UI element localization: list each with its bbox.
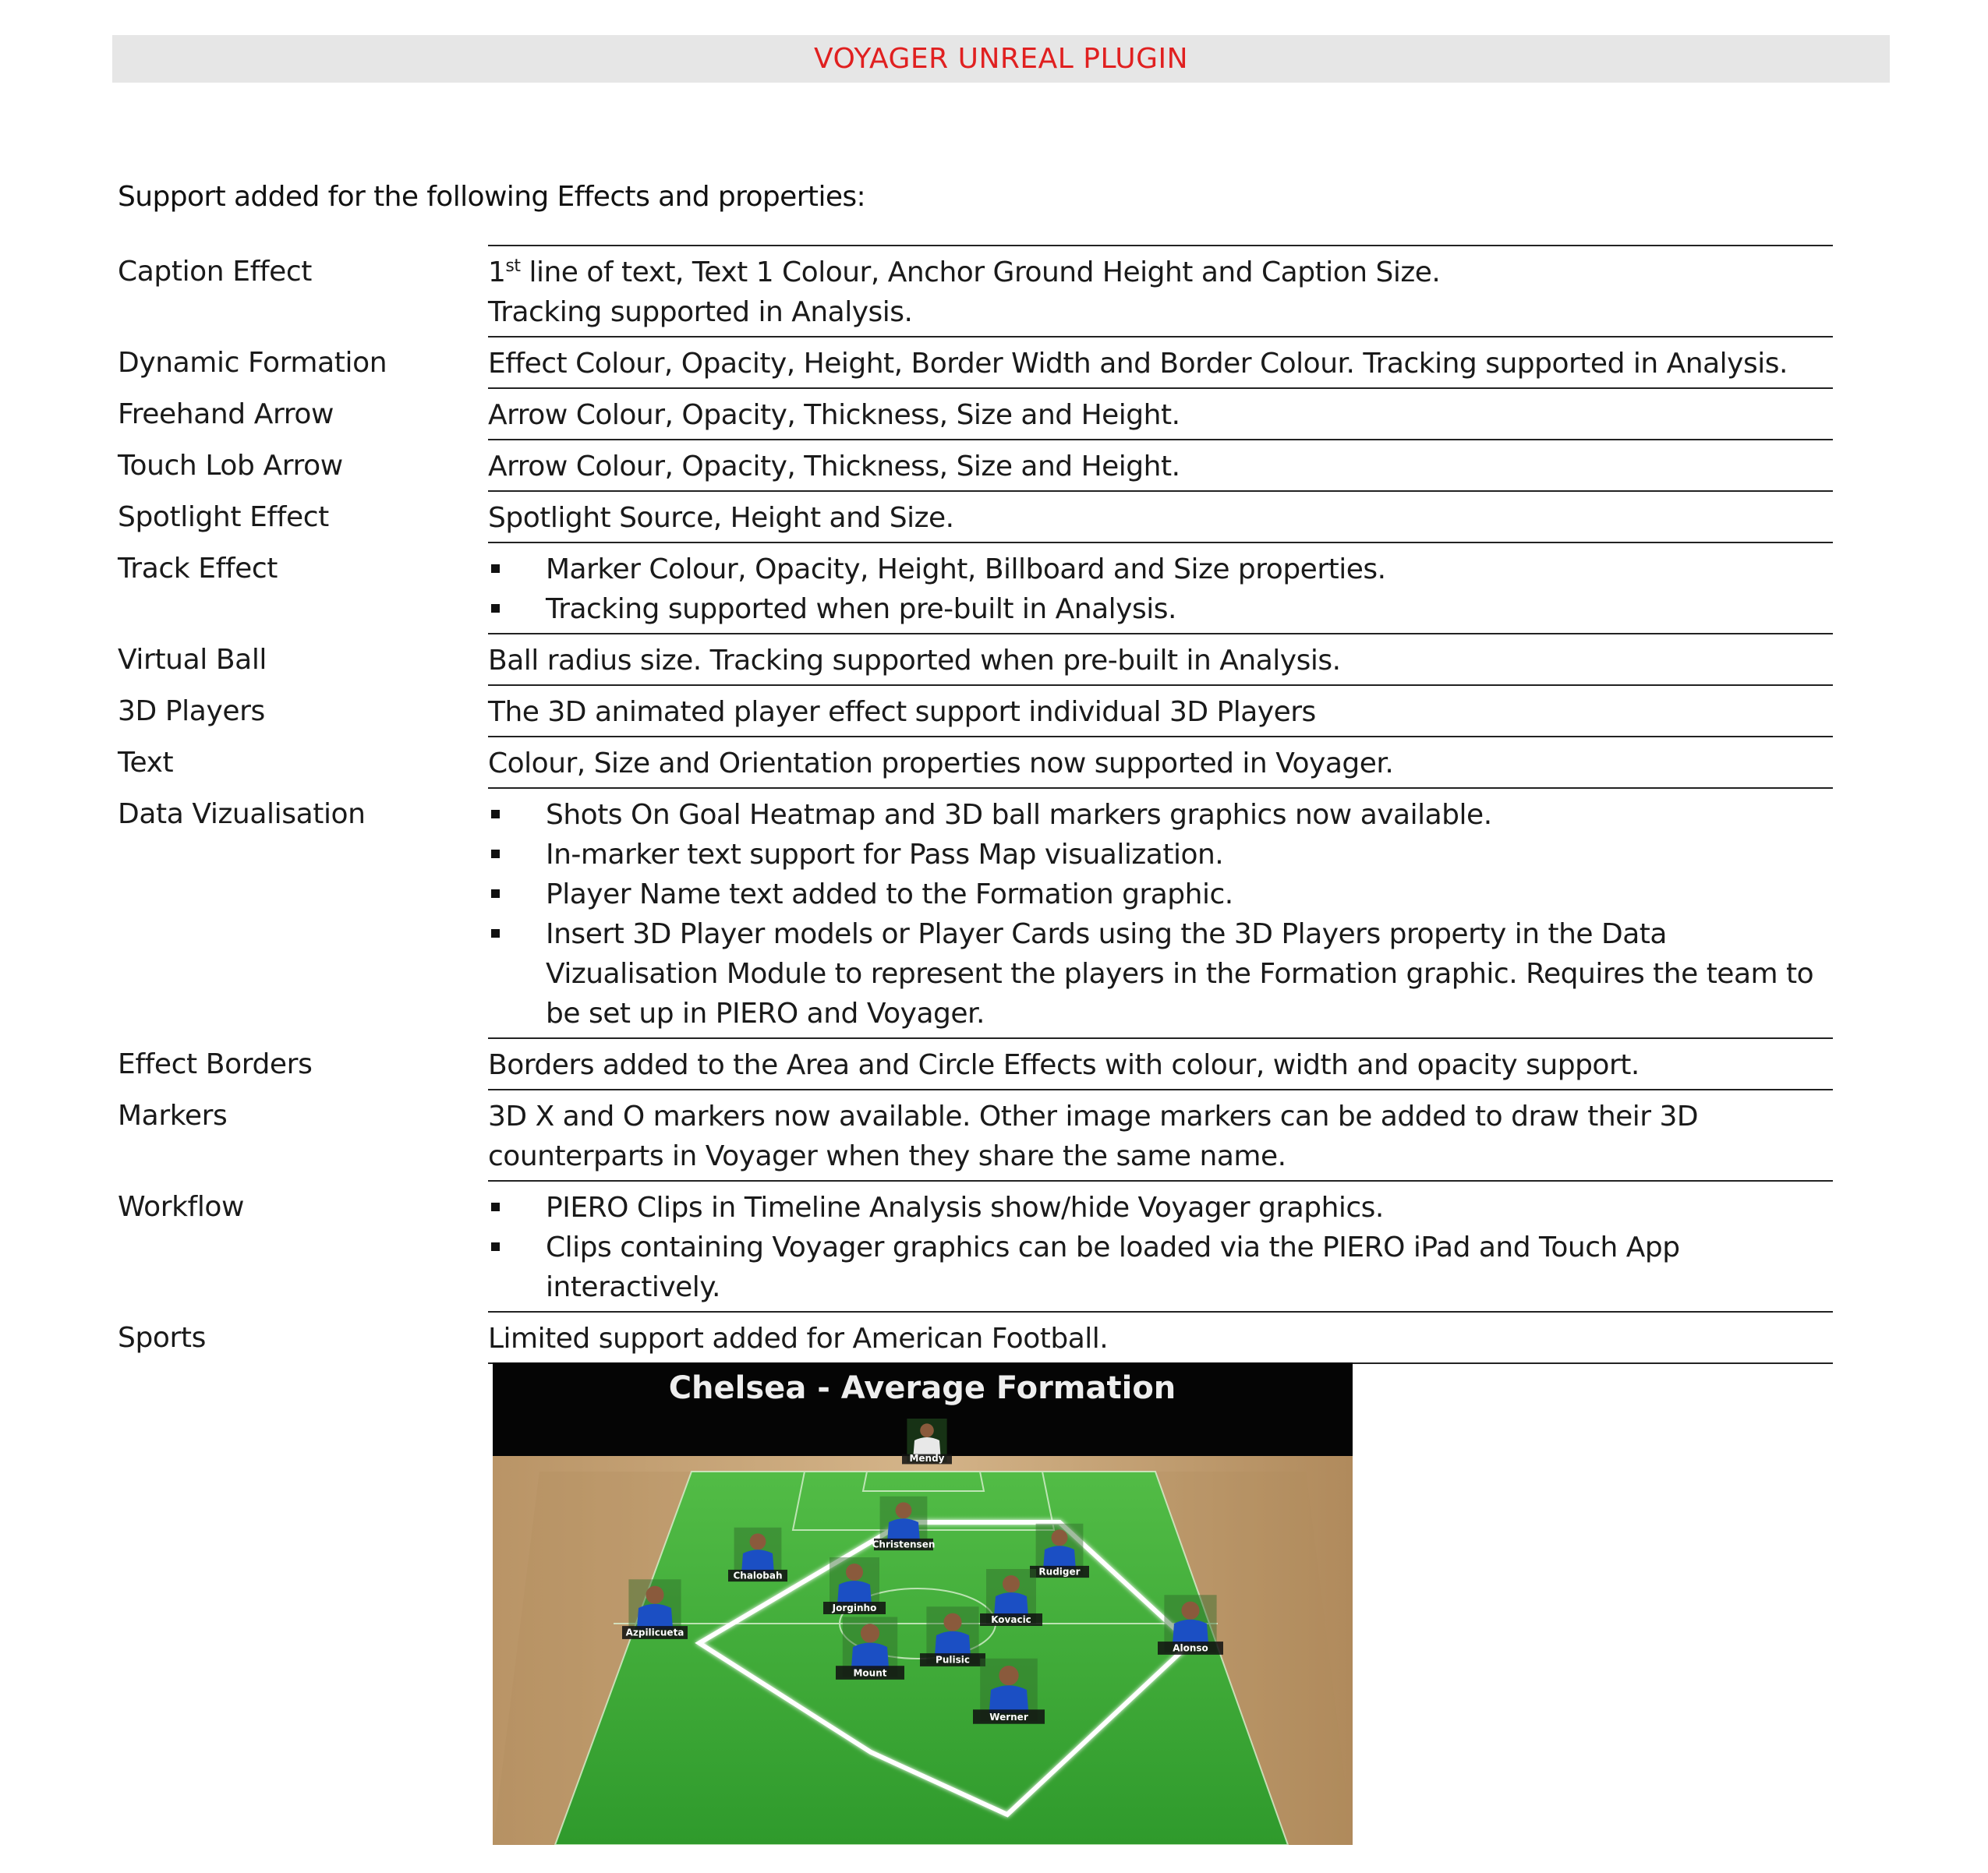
player-name: Chalobah — [733, 1570, 783, 1581]
player-card — [980, 1569, 1042, 1626]
list-item: Shots On Goal Heatmap and 3D ball markers graphics now available. — [488, 795, 1833, 835]
intro-text: Support added for the following Effects and properties: — [118, 181, 866, 213]
player-name: Azpilicueta — [625, 1627, 684, 1638]
player-card — [973, 1659, 1045, 1724]
table-row — [118, 388, 1833, 440]
list-item: Clips containing Voyager graphics can be loaded via the PIERO iPad and Touch App interactively. — [488, 1228, 1833, 1307]
table-row — [118, 1090, 1833, 1181]
feature-description: Spotlight Source, Height and Size. — [488, 491, 1833, 542]
feature-name: Virtual Ball — [118, 644, 267, 676]
figure-title: Chelsea - Average Formation — [668, 1370, 1176, 1406]
player-name: Pulisic — [936, 1654, 970, 1666]
player-name: Kovacic — [991, 1614, 1031, 1625]
table-row — [118, 337, 1833, 388]
table-row — [118, 1181, 1833, 1312]
feature-description — [488, 542, 1833, 634]
list-item: PIERO Clips in Timeline Analysis show/hide Voyager graphics. — [488, 1188, 1833, 1228]
list-item: Tracking supported when pre-built in Analysis. — [488, 589, 1833, 629]
table-row — [118, 634, 1833, 685]
page-title: VOYAGER UNREAL PLUGIN — [813, 43, 1189, 75]
feature-name: Markers — [118, 1100, 228, 1132]
list-item: Marker Colour, Opacity, Height, Billboard and Size properties. — [488, 550, 1833, 589]
feature-description: Borders added to the Area and Circle Effects with colour, width and opacity support. — [488, 1038, 1833, 1090]
player-name: Mendy — [909, 1453, 945, 1465]
list-item: Insert 3D Player models or Player Cards using the 3D Players property in the Data Vizualisation Module to represent the players in the Formation graphic. Requires the team to be set up in PIERO and Voyager. — [488, 914, 1833, 1034]
player-name: Alonso — [1173, 1642, 1208, 1654]
feature-name: Track Effect — [118, 553, 278, 585]
feature-description: Effect Colour, Opacity, Height, Border Width and Border Colour. Tracking supported in Analysis. — [488, 337, 1833, 388]
feature-description: 3D X and O markers now available. Other image markers can be added to draw their 3D counterparts in Voyager when they share the same name. — [488, 1090, 1833, 1181]
table-row — [118, 491, 1833, 542]
list-item: In-marker text support for Pass Map visualization. — [488, 835, 1833, 875]
table-row — [118, 246, 1833, 337]
feature-name: Caption Effect — [118, 256, 313, 288]
player-card — [1158, 1595, 1223, 1655]
feature-description — [488, 1181, 1833, 1312]
feature-description: Ball radius size. Tracking supported when pre-built in Analysis. — [488, 634, 1833, 685]
table-row — [118, 1312, 1833, 1363]
player-name: Christensen — [872, 1539, 936, 1550]
player-card — [920, 1606, 985, 1666]
table-row — [118, 737, 1833, 788]
feature-name: Dynamic Formation — [118, 347, 387, 379]
player-name: Jorginho — [832, 1603, 877, 1613]
table-row — [118, 685, 1833, 737]
feature-description: Limited support added for American Football. — [488, 1312, 1833, 1363]
feature-name: Workflow — [118, 1191, 245, 1223]
feature-name: Text — [118, 747, 174, 779]
feature-description: The 3D animated player effect support individual 3D Players — [488, 685, 1833, 737]
feature-description — [488, 788, 1833, 1038]
feature-description: Colour, Size and Orientation properties now supported in Voyager. — [488, 737, 1833, 788]
feature-name: Effect Borders — [118, 1048, 313, 1080]
player-card — [902, 1419, 952, 1464]
feature-name: Spotlight Effect — [118, 501, 329, 533]
table-row — [118, 1038, 1833, 1090]
table-row — [118, 440, 1833, 491]
player-card — [622, 1579, 688, 1639]
player-name: Rudiger — [1038, 1566, 1081, 1578]
feature-description: Arrow Colour, Opacity, Thickness, Size and Height. — [488, 440, 1833, 491]
feature-name: Freehand Arrow — [118, 398, 334, 430]
player-name: Mount — [853, 1667, 887, 1679]
feature-name: Data Vizualisation — [118, 798, 366, 830]
player-card — [728, 1528, 787, 1581]
bullet-list — [488, 1188, 1833, 1307]
formation-screenshot — [493, 1362, 1353, 1845]
feature-description: Arrow Colour, Opacity, Thickness, Size and Height. — [488, 388, 1833, 440]
table-row — [118, 542, 1833, 634]
player-card — [1030, 1524, 1089, 1578]
feature-description: 1st line of text, Text 1 Colour, Anchor Ground Height and Caption Size. Tracking supported in Analysis. — [488, 246, 1833, 337]
player-card — [836, 1617, 904, 1680]
feature-name: Touch Lob Arrow — [118, 450, 343, 482]
page-header — [112, 35, 1890, 83]
table-row — [118, 788, 1833, 1038]
features-table — [118, 245, 1833, 1364]
feature-name: Sports — [118, 1322, 207, 1354]
bullet-list — [488, 550, 1833, 629]
player-card — [872, 1497, 936, 1550]
bullet-list — [488, 795, 1833, 1034]
list-item: Player Name text added to the Formation graphic. — [488, 875, 1833, 914]
formation-graphic — [493, 1362, 1353, 1845]
feature-name: 3D Players — [118, 695, 265, 727]
player-card — [823, 1557, 886, 1614]
player-name: Werner — [989, 1712, 1028, 1723]
